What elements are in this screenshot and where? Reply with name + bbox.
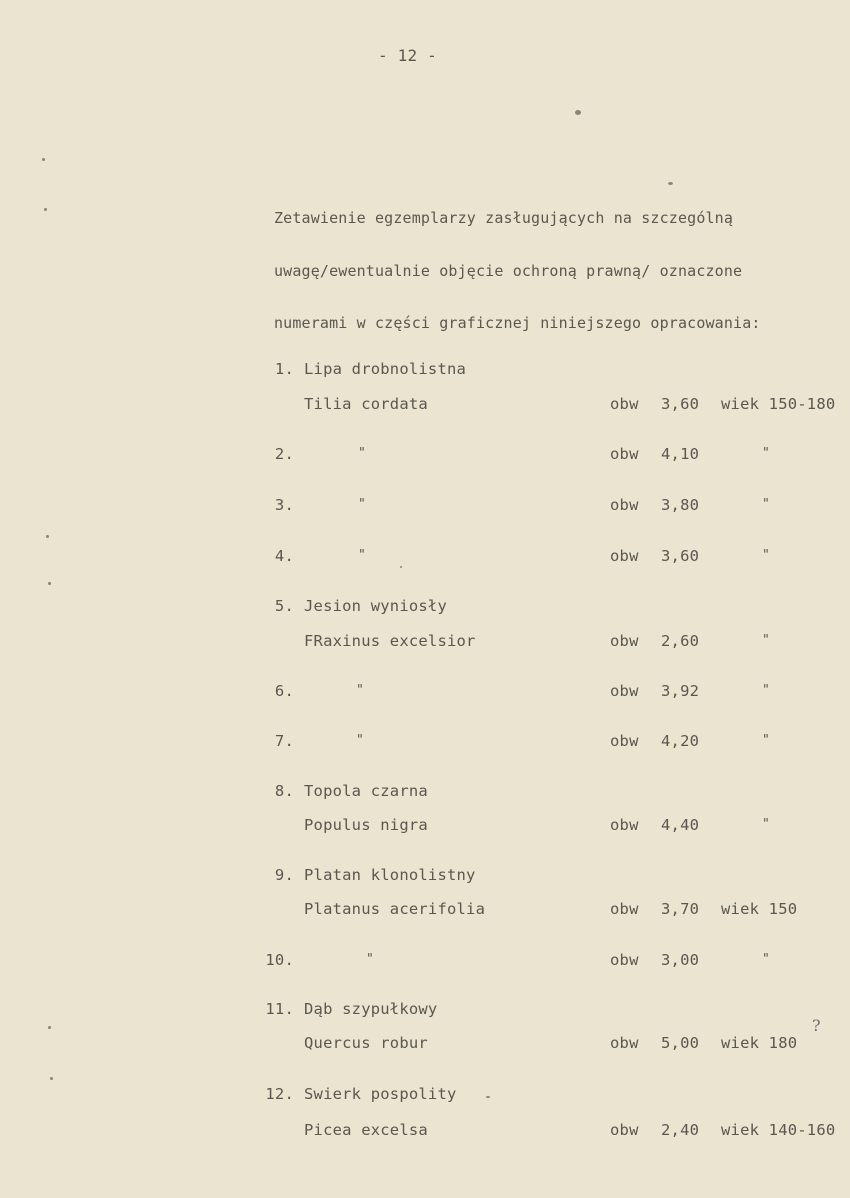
entry-age: " <box>762 733 771 748</box>
entry-obw-label: obw <box>610 547 639 565</box>
intro-line-2: uwagę/ewentualnie objęcie ochroną prawną/ oznaczone <box>274 262 743 280</box>
scan-mark <box>42 158 45 161</box>
ink-speck <box>400 566 402 568</box>
entry-latin: Picea excelsa <box>304 1121 428 1139</box>
entry-obw: 3,60 <box>661 395 700 413</box>
pencil-annotation: ? <box>812 1016 821 1035</box>
entry-obw-label: obw <box>610 900 639 918</box>
ink-speck <box>668 182 673 185</box>
entry-latin: Tilia cordata <box>304 395 428 413</box>
entry-number: 7. <box>274 732 294 750</box>
entry-age: " <box>762 497 771 512</box>
intro-line-3: numerami w części graficznej niniejszego opracowania: <box>274 314 761 332</box>
entry-name: Jesion wyniosły <box>304 597 447 615</box>
entry-age: " <box>762 952 771 967</box>
scan-mark <box>46 535 49 538</box>
entry-name: Lipa drobnolistna <box>304 360 467 378</box>
entry-age: " <box>762 548 771 563</box>
entry-name: Dąb szypułkowy <box>304 1000 438 1018</box>
entry-obw: 2,60 <box>661 632 700 650</box>
entry-name: " <box>356 733 365 748</box>
entry-number: 12. <box>265 1085 294 1103</box>
entry-name: Topola czarna <box>304 782 428 800</box>
entry-obw: 3,00 <box>661 951 700 969</box>
entry-obw-label: obw <box>610 1034 639 1052</box>
entry-latin: Platanus acerifolia <box>304 900 486 918</box>
entry-age: wiek 150-180 <box>721 395 836 413</box>
entry-obw: 4,20 <box>661 732 700 750</box>
entry-name: " <box>358 446 367 461</box>
entry-name: " <box>358 497 367 512</box>
entry-name: " <box>356 683 365 698</box>
ink-speck <box>486 1096 490 1098</box>
entry-age: " <box>762 446 771 461</box>
entry-number: 3. <box>274 496 294 514</box>
page-number: - 12 - <box>378 46 437 65</box>
entry-latin: Quercus robur <box>304 1034 428 1052</box>
entry-obw: 5,00 <box>661 1034 700 1052</box>
entry-number: 5. <box>274 597 294 615</box>
entry-name: Platan klonolistny <box>304 866 476 884</box>
entry-age: wiek 180 <box>721 1034 798 1052</box>
entry-age: wiek 150 <box>721 900 798 918</box>
ink-speck <box>575 110 581 115</box>
scan-mark <box>50 1077 53 1080</box>
scan-mark <box>48 582 51 585</box>
entry-name: Swierk pospolity <box>304 1085 457 1103</box>
entry-name: " <box>358 548 367 563</box>
entry-number: 10. <box>265 951 294 969</box>
entry-obw: 2,40 <box>661 1121 700 1139</box>
intro-line-1: Zetawienie egzemplarzy zasługujących na szczególną <box>274 209 734 227</box>
entry-number: 2. <box>274 445 294 463</box>
entry-obw-label: obw <box>610 732 639 750</box>
entry-obw-label: obw <box>610 632 639 650</box>
entry-obw-label: obw <box>610 445 639 463</box>
entry-latin: FRaxinus excelsior <box>304 632 476 650</box>
entry-number: 9. <box>274 866 294 884</box>
entry-age: " <box>762 633 771 648</box>
entry-obw: 3,70 <box>661 900 700 918</box>
entry-name: " <box>366 952 375 967</box>
entry-number: 11. <box>265 1000 294 1018</box>
entry-age: wiek 140-160 <box>721 1121 836 1139</box>
scan-mark <box>48 1026 51 1029</box>
entry-obw-label: obw <box>610 816 639 834</box>
entry-number: 6. <box>274 682 294 700</box>
entry-obw: 3,92 <box>661 682 700 700</box>
entry-obw: 4,10 <box>661 445 700 463</box>
entry-number: 4. <box>274 547 294 565</box>
entry-age: " <box>762 817 771 832</box>
entry-obw: 4,40 <box>661 816 700 834</box>
entry-obw: 3,60 <box>661 547 700 565</box>
entry-obw-label: obw <box>610 951 639 969</box>
scan-mark <box>44 208 47 211</box>
entry-obw-label: obw <box>610 1121 639 1139</box>
entry-latin: Populus nigra <box>304 816 428 834</box>
entry-age: " <box>762 683 771 698</box>
entry-obw: 3,80 <box>661 496 700 514</box>
entry-number: 1. <box>274 360 294 378</box>
entry-obw-label: obw <box>610 395 639 413</box>
entry-obw-label: obw <box>610 682 639 700</box>
entry-obw-label: obw <box>610 496 639 514</box>
entry-number: 8. <box>274 782 294 800</box>
